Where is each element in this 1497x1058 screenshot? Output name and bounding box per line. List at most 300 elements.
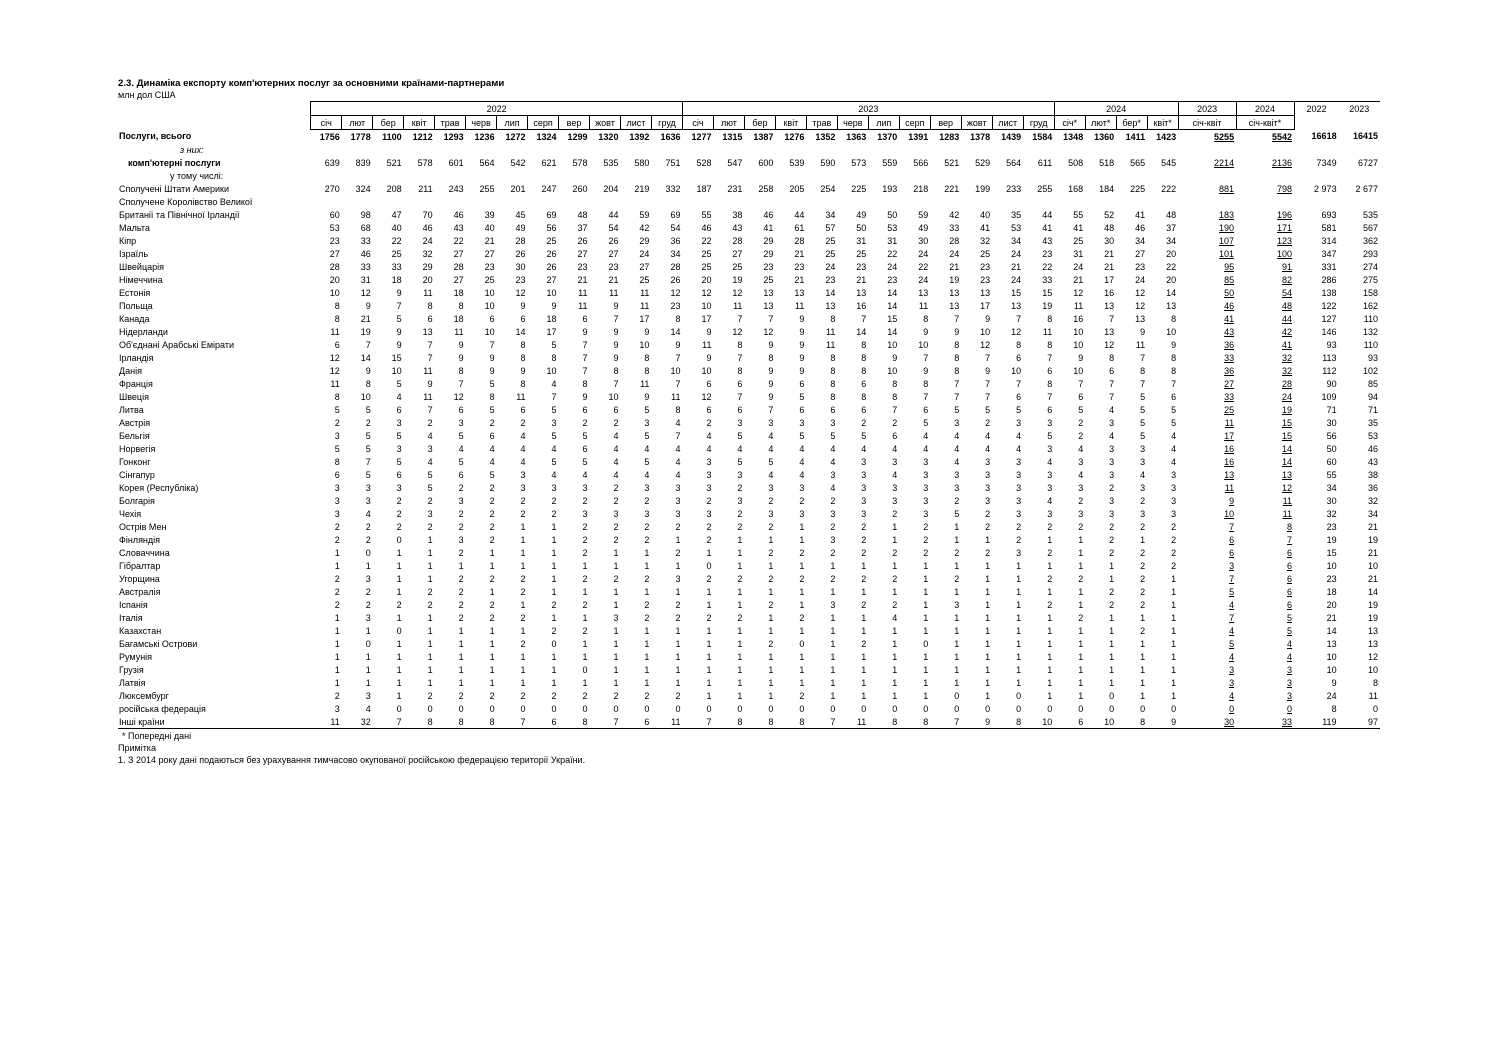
value-cell: 1	[892, 690, 898, 701]
value-cell: 3	[706, 469, 712, 480]
value-cell: 8	[861, 352, 867, 363]
value-cell: 2	[737, 482, 743, 493]
value-cell: 1	[954, 560, 960, 571]
value-cell: 11	[640, 300, 650, 311]
value-cell: 0	[365, 638, 371, 649]
row-label: Франція	[119, 378, 153, 389]
value-cell: 9	[799, 352, 805, 363]
value-cell: 9	[1078, 352, 1084, 363]
value-cell: 27	[1224, 378, 1235, 389]
value-cell: 1	[706, 651, 712, 662]
value-cell: 18	[453, 287, 464, 298]
value-cell: 5	[396, 456, 402, 467]
value-cell: 1	[768, 534, 774, 545]
value-cell: 8	[1287, 521, 1293, 532]
value-cell: 3	[706, 508, 712, 519]
value-cell: 221	[944, 183, 960, 194]
value-cell: 4	[1229, 651, 1235, 662]
value-cell: 1	[613, 664, 619, 675]
value-cell: 4	[365, 508, 371, 519]
value-cell: 518	[1099, 157, 1115, 168]
value-cell: 14	[856, 326, 867, 337]
value-cell: 5	[737, 430, 743, 441]
value-cell: 5	[365, 430, 371, 441]
value-cell: 24	[1011, 248, 1022, 259]
value-cell	[589, 169, 620, 182]
value-cell: 30	[1326, 417, 1337, 428]
value-cell: 0	[582, 664, 588, 675]
value-cell: 2	[551, 625, 557, 636]
value-cell: 113	[1322, 352, 1337, 363]
value-cell: 2	[706, 521, 712, 532]
value-cell: 11	[1042, 326, 1053, 337]
value-cell: 7	[458, 378, 464, 389]
value-cell: 1	[737, 677, 743, 688]
value-cell: 1	[582, 586, 588, 597]
value-cell: 2	[675, 547, 681, 558]
value-cell: 40	[484, 222, 495, 233]
value-cell	[620, 143, 651, 156]
value-cell: 10	[546, 287, 557, 298]
value-cell: 11	[609, 287, 619, 298]
value-cell	[466, 169, 497, 182]
value-cell: 8	[404, 715, 435, 729]
value-cell: 46	[422, 222, 433, 233]
value-cell: 2	[1109, 547, 1115, 558]
value-cell: 6	[706, 404, 712, 415]
value-cell: 1	[923, 677, 929, 688]
value-cell	[1294, 195, 1339, 208]
value-cell: 1348	[1063, 131, 1084, 142]
month-header: квіт	[775, 116, 806, 130]
value-cell: 11	[330, 326, 340, 337]
value-cell: 10	[1367, 560, 1378, 571]
value-cell: 3	[923, 495, 929, 506]
table-row	[118, 338, 1380, 351]
value-cell: 4	[954, 456, 960, 467]
value-cell: 1	[1016, 651, 1022, 662]
value-cell: 3	[334, 482, 340, 493]
value-cell: 42	[949, 209, 960, 220]
value-cell: 91	[1282, 261, 1293, 272]
value-cell: 10	[980, 326, 991, 337]
value-cell: 17	[1104, 274, 1115, 285]
value-cell	[497, 195, 528, 208]
value-cell: 110	[1363, 339, 1378, 350]
value-cell: 13	[1135, 313, 1146, 324]
value-cell: 8	[458, 300, 464, 311]
value-cell: 1	[1171, 586, 1177, 597]
value-cell: 38	[732, 209, 743, 220]
value-cell: 4	[427, 430, 433, 441]
value-cell: 3	[830, 417, 836, 428]
value-cell: 5	[1171, 417, 1177, 428]
value-cell: 1	[737, 664, 743, 675]
value-cell	[775, 169, 806, 182]
value-cell: 26	[608, 235, 619, 246]
value-cell: 1	[737, 625, 743, 636]
value-cell: 1	[830, 625, 836, 636]
value-cell: 1	[985, 534, 991, 545]
value-cell: 3	[1016, 456, 1022, 467]
value-cell: 1	[520, 521, 526, 532]
value-cell: 1	[799, 664, 805, 675]
value-cell: 3	[706, 482, 712, 493]
value-cell: 0	[830, 703, 836, 714]
value-cell: 1	[737, 651, 743, 662]
value-cell: 4	[675, 417, 681, 428]
value-cell: 10	[484, 287, 495, 298]
value-cell: 56	[546, 222, 557, 233]
value-cell: 132	[1362, 326, 1378, 337]
value-cell: 13	[1104, 326, 1115, 337]
value-cell: 1	[768, 560, 774, 571]
value-cell	[528, 143, 559, 156]
value-cell: 3	[1047, 443, 1053, 454]
value-cell: 258	[758, 183, 774, 194]
value-cell: 6	[396, 404, 402, 415]
value-cell: 60	[1326, 456, 1337, 467]
value-cell: 12	[980, 339, 991, 350]
value-cell: 2	[1140, 586, 1146, 597]
value-cell: 0	[396, 625, 402, 636]
value-cell: 41	[1073, 222, 1084, 233]
value-cell: 2	[985, 521, 991, 532]
value-cell: 13	[763, 300, 774, 311]
month-header: бер	[744, 116, 775, 130]
row-label: Британії та Північної Ірландії	[119, 209, 240, 220]
value-cell: 97	[1339, 715, 1380, 729]
value-cell: 1	[799, 586, 805, 597]
value-cell: 41	[763, 222, 774, 233]
value-cell: 11	[578, 300, 588, 311]
value-cell: 7	[1109, 313, 1115, 324]
value-cell: 107	[1219, 235, 1235, 246]
value-cell	[1236, 195, 1294, 208]
value-cell: 9	[768, 391, 774, 402]
month-header: трав	[806, 116, 837, 130]
value-cell: 82	[1282, 274, 1293, 285]
value-cell: 3	[1109, 508, 1115, 519]
value-cell: 1	[1078, 599, 1084, 610]
value-cell: 7	[737, 391, 743, 402]
value-cell: 9	[613, 326, 619, 337]
value-cell: 1	[861, 690, 867, 701]
value-cell: 9	[985, 313, 991, 324]
table-row	[118, 390, 1380, 403]
value-cell: 2	[520, 586, 526, 597]
value-cell: 1	[768, 612, 774, 623]
value-cell: 14	[825, 287, 836, 298]
value-cell: 8	[675, 404, 681, 415]
value-cell: 10	[391, 365, 402, 376]
value-cell: 0	[551, 638, 557, 649]
row-label: Гонконг	[119, 456, 151, 467]
value-cell: 8	[744, 715, 775, 729]
value-cell: 0	[861, 703, 867, 714]
value-cell: 2	[489, 417, 495, 428]
value-cell: 2	[892, 599, 898, 610]
value-cell: 11	[1224, 417, 1235, 428]
value-cell: 3	[830, 534, 836, 545]
month-header: лист	[992, 116, 1023, 130]
value-cell: 1	[799, 560, 805, 571]
value-cell: 2	[830, 573, 836, 584]
value-cell: 30	[1326, 495, 1337, 506]
value-cell	[775, 143, 806, 156]
value-cell: 4	[768, 469, 774, 480]
value-cell: 102	[1362, 365, 1378, 376]
value-cell: 5	[551, 339, 557, 350]
value-cell	[1236, 143, 1294, 156]
value-cell: 69	[546, 209, 557, 220]
value-cell: 2	[799, 547, 805, 558]
value-cell: 9	[365, 365, 371, 376]
value-cell: 2	[892, 547, 898, 558]
value-cell: 32	[980, 235, 991, 246]
value-cell: 19	[360, 326, 371, 337]
table-row	[118, 715, 1380, 729]
value-cell: 4	[892, 443, 898, 454]
value-cell: 0	[396, 534, 402, 545]
value-cell: 3	[675, 573, 681, 584]
value-cell: 3	[1229, 664, 1235, 675]
value-cell: 5	[582, 456, 588, 467]
value-cell: 7	[1016, 378, 1022, 389]
label-header-cell	[118, 102, 311, 116]
value-cell: 1	[799, 677, 805, 688]
value-cell: 1378	[970, 131, 991, 142]
value-cell: 6	[489, 313, 495, 324]
value-cell: 8	[954, 352, 960, 363]
row-label: Кіпр	[119, 235, 137, 246]
value-cell: 3	[1078, 456, 1084, 467]
value-cell: 3	[954, 482, 960, 493]
value-cell: 5	[489, 404, 495, 415]
value-cell: 5	[1140, 391, 1146, 402]
value-cell: 14	[887, 300, 898, 311]
value-cell: 21	[1326, 612, 1337, 623]
value-cell: 50	[1224, 287, 1235, 298]
table-row	[118, 351, 1380, 364]
value-cell: 1	[954, 651, 960, 662]
value-cell: 2	[768, 547, 774, 558]
value-cell: 13	[949, 287, 960, 298]
value-cell: 41	[1042, 222, 1053, 233]
value-cell: 3	[830, 599, 836, 610]
value-cell: 1	[551, 534, 557, 545]
row-label: Німеччина	[119, 274, 163, 285]
value-cell	[466, 195, 497, 208]
month-header: жовт	[961, 116, 992, 130]
value-cell: 3	[737, 469, 743, 480]
value-cell: 208	[386, 183, 402, 194]
value-cell: 1	[1171, 573, 1177, 584]
value-cell: 3	[334, 495, 340, 506]
value-cell: 1636	[660, 131, 681, 142]
value-cell: 2	[1109, 521, 1115, 532]
value-cell: 11	[311, 715, 342, 729]
value-cell: 28	[794, 235, 805, 246]
value-cell: 2	[396, 508, 402, 519]
value-cell: 34	[1326, 482, 1337, 493]
value-cell: 4	[427, 456, 433, 467]
value-cell: 508	[1068, 157, 1084, 168]
value-cell: 13	[422, 326, 433, 337]
value-cell: 5	[1140, 404, 1146, 415]
value-cell: 10	[887, 365, 898, 376]
value-cell: 59	[918, 209, 929, 220]
total-2023-header: 2023	[1339, 102, 1380, 116]
value-cell: 1	[830, 560, 836, 571]
value-cell	[837, 143, 868, 156]
value-cell	[528, 169, 559, 182]
value-cell: 5	[830, 430, 836, 441]
value-cell: 33	[1224, 391, 1235, 402]
value-cell: 231	[727, 183, 743, 194]
value-cell: 1	[892, 664, 898, 675]
value-cell: 183	[1219, 209, 1235, 220]
value-cell: 8	[830, 313, 836, 324]
value-cell: 54	[670, 222, 681, 233]
value-cell: 0	[768, 703, 774, 714]
value-cell: 1	[396, 560, 402, 571]
value-cell: 2	[1171, 521, 1177, 532]
value-cell: 20	[1166, 274, 1177, 285]
value-cell: 4	[799, 469, 805, 480]
value-cell: 23	[1326, 521, 1337, 532]
value-cell: 2	[458, 508, 464, 519]
value-cell: 94	[1367, 391, 1378, 402]
value-cell: 14	[515, 326, 526, 337]
table-row	[118, 260, 1380, 273]
value-cell: 3	[675, 495, 681, 506]
value-cell: 7	[1109, 391, 1115, 402]
value-cell: 2	[551, 599, 557, 610]
value-cell: 2	[551, 495, 557, 506]
value-cell: 22	[1166, 261, 1177, 272]
value-cell: 28	[670, 261, 681, 272]
value-cell	[1085, 195, 1116, 208]
value-cell: 219	[634, 183, 650, 194]
value-cell: 314	[1321, 235, 1337, 246]
value-cell: 44	[1282, 313, 1293, 324]
value-cell: 2	[458, 482, 464, 493]
value-cell: 13	[1166, 300, 1177, 311]
value-cell: 2	[427, 586, 433, 597]
value-cell: 1	[954, 625, 960, 636]
table-row	[118, 234, 1380, 247]
value-cell: 37	[1166, 222, 1177, 233]
value-cell	[744, 143, 775, 156]
table-row	[118, 689, 1380, 702]
value-cell: 1	[1109, 573, 1115, 584]
value-cell: 12	[1104, 339, 1115, 350]
table-row	[118, 429, 1380, 442]
value-cell: 28	[949, 235, 960, 246]
value-cell: 28	[1282, 378, 1293, 389]
value-cell: 3	[396, 482, 402, 493]
value-cell: 839	[355, 157, 371, 168]
value-cell: 1	[768, 625, 774, 636]
value-cell: 2	[427, 690, 433, 701]
value-cell: 3	[892, 495, 898, 506]
footnotes	[118, 730, 1380, 766]
value-cell	[961, 195, 992, 208]
value-cell: 12	[701, 287, 712, 298]
value-cell: 529	[975, 157, 991, 168]
value-cell: 1	[1078, 651, 1084, 662]
value-cell: 1	[830, 677, 836, 688]
value-cell: 1	[582, 677, 588, 688]
value-cell: 7	[1229, 612, 1235, 623]
value-cell: 1	[706, 638, 712, 649]
table-row	[118, 663, 1380, 676]
value-cell: 1	[923, 625, 929, 636]
value-cell: 6	[1287, 599, 1293, 610]
value-cell: 34	[1135, 235, 1146, 246]
value-cell: 7	[1171, 378, 1177, 389]
value-cell: 1	[985, 690, 991, 701]
value-cell: 6	[427, 313, 433, 324]
value-cell: 14	[1282, 456, 1293, 467]
value-cell: 881	[1219, 183, 1235, 194]
value-cell: 2	[1016, 534, 1022, 545]
value-cell: 30	[1104, 235, 1115, 246]
value-cell: 24	[422, 235, 433, 246]
row-label: Послуги, всього	[119, 131, 192, 142]
table-row	[118, 468, 1380, 481]
value-cell: 20	[1166, 248, 1177, 259]
value-cell: 21	[1011, 261, 1022, 272]
value-cell: 3	[1109, 443, 1115, 454]
value-cell: 3	[830, 469, 836, 480]
value-cell: 14	[887, 287, 898, 298]
value-cell: 1	[551, 560, 557, 571]
value-cell: 1	[985, 664, 991, 675]
value-cell: 1	[1047, 690, 1053, 701]
value-cell	[1294, 143, 1339, 156]
value-cell: 187	[696, 183, 712, 194]
value-cell: 13	[1104, 300, 1115, 311]
value-cell	[1054, 195, 1085, 208]
value-cell: 6	[1047, 365, 1053, 376]
value-cell: 1	[1171, 651, 1177, 662]
table-row	[118, 676, 1380, 689]
value-cell: 46	[701, 222, 712, 233]
value-cell: 34	[825, 209, 836, 220]
value-cell: 0	[1109, 703, 1115, 714]
value-cell: 146	[1321, 326, 1337, 337]
value-cell: 0	[1016, 690, 1022, 701]
value-cell: 5	[365, 443, 371, 454]
value-cell: 1	[985, 573, 991, 584]
value-cell: 3	[1140, 482, 1146, 493]
value-cell: 43	[1367, 456, 1378, 467]
table-row	[118, 377, 1380, 390]
value-cell: 1	[520, 651, 526, 662]
value-cell: 33	[1042, 274, 1053, 285]
value-cell	[528, 195, 559, 208]
value-cell: 3	[675, 508, 681, 519]
value-cell: 1	[923, 664, 929, 675]
table-row	[118, 286, 1380, 299]
value-cell: 1	[892, 560, 898, 571]
value-cell: 1	[458, 560, 464, 571]
month-header: січ	[311, 116, 342, 130]
value-cell: 5	[396, 378, 402, 389]
value-cell: 2	[582, 521, 588, 532]
